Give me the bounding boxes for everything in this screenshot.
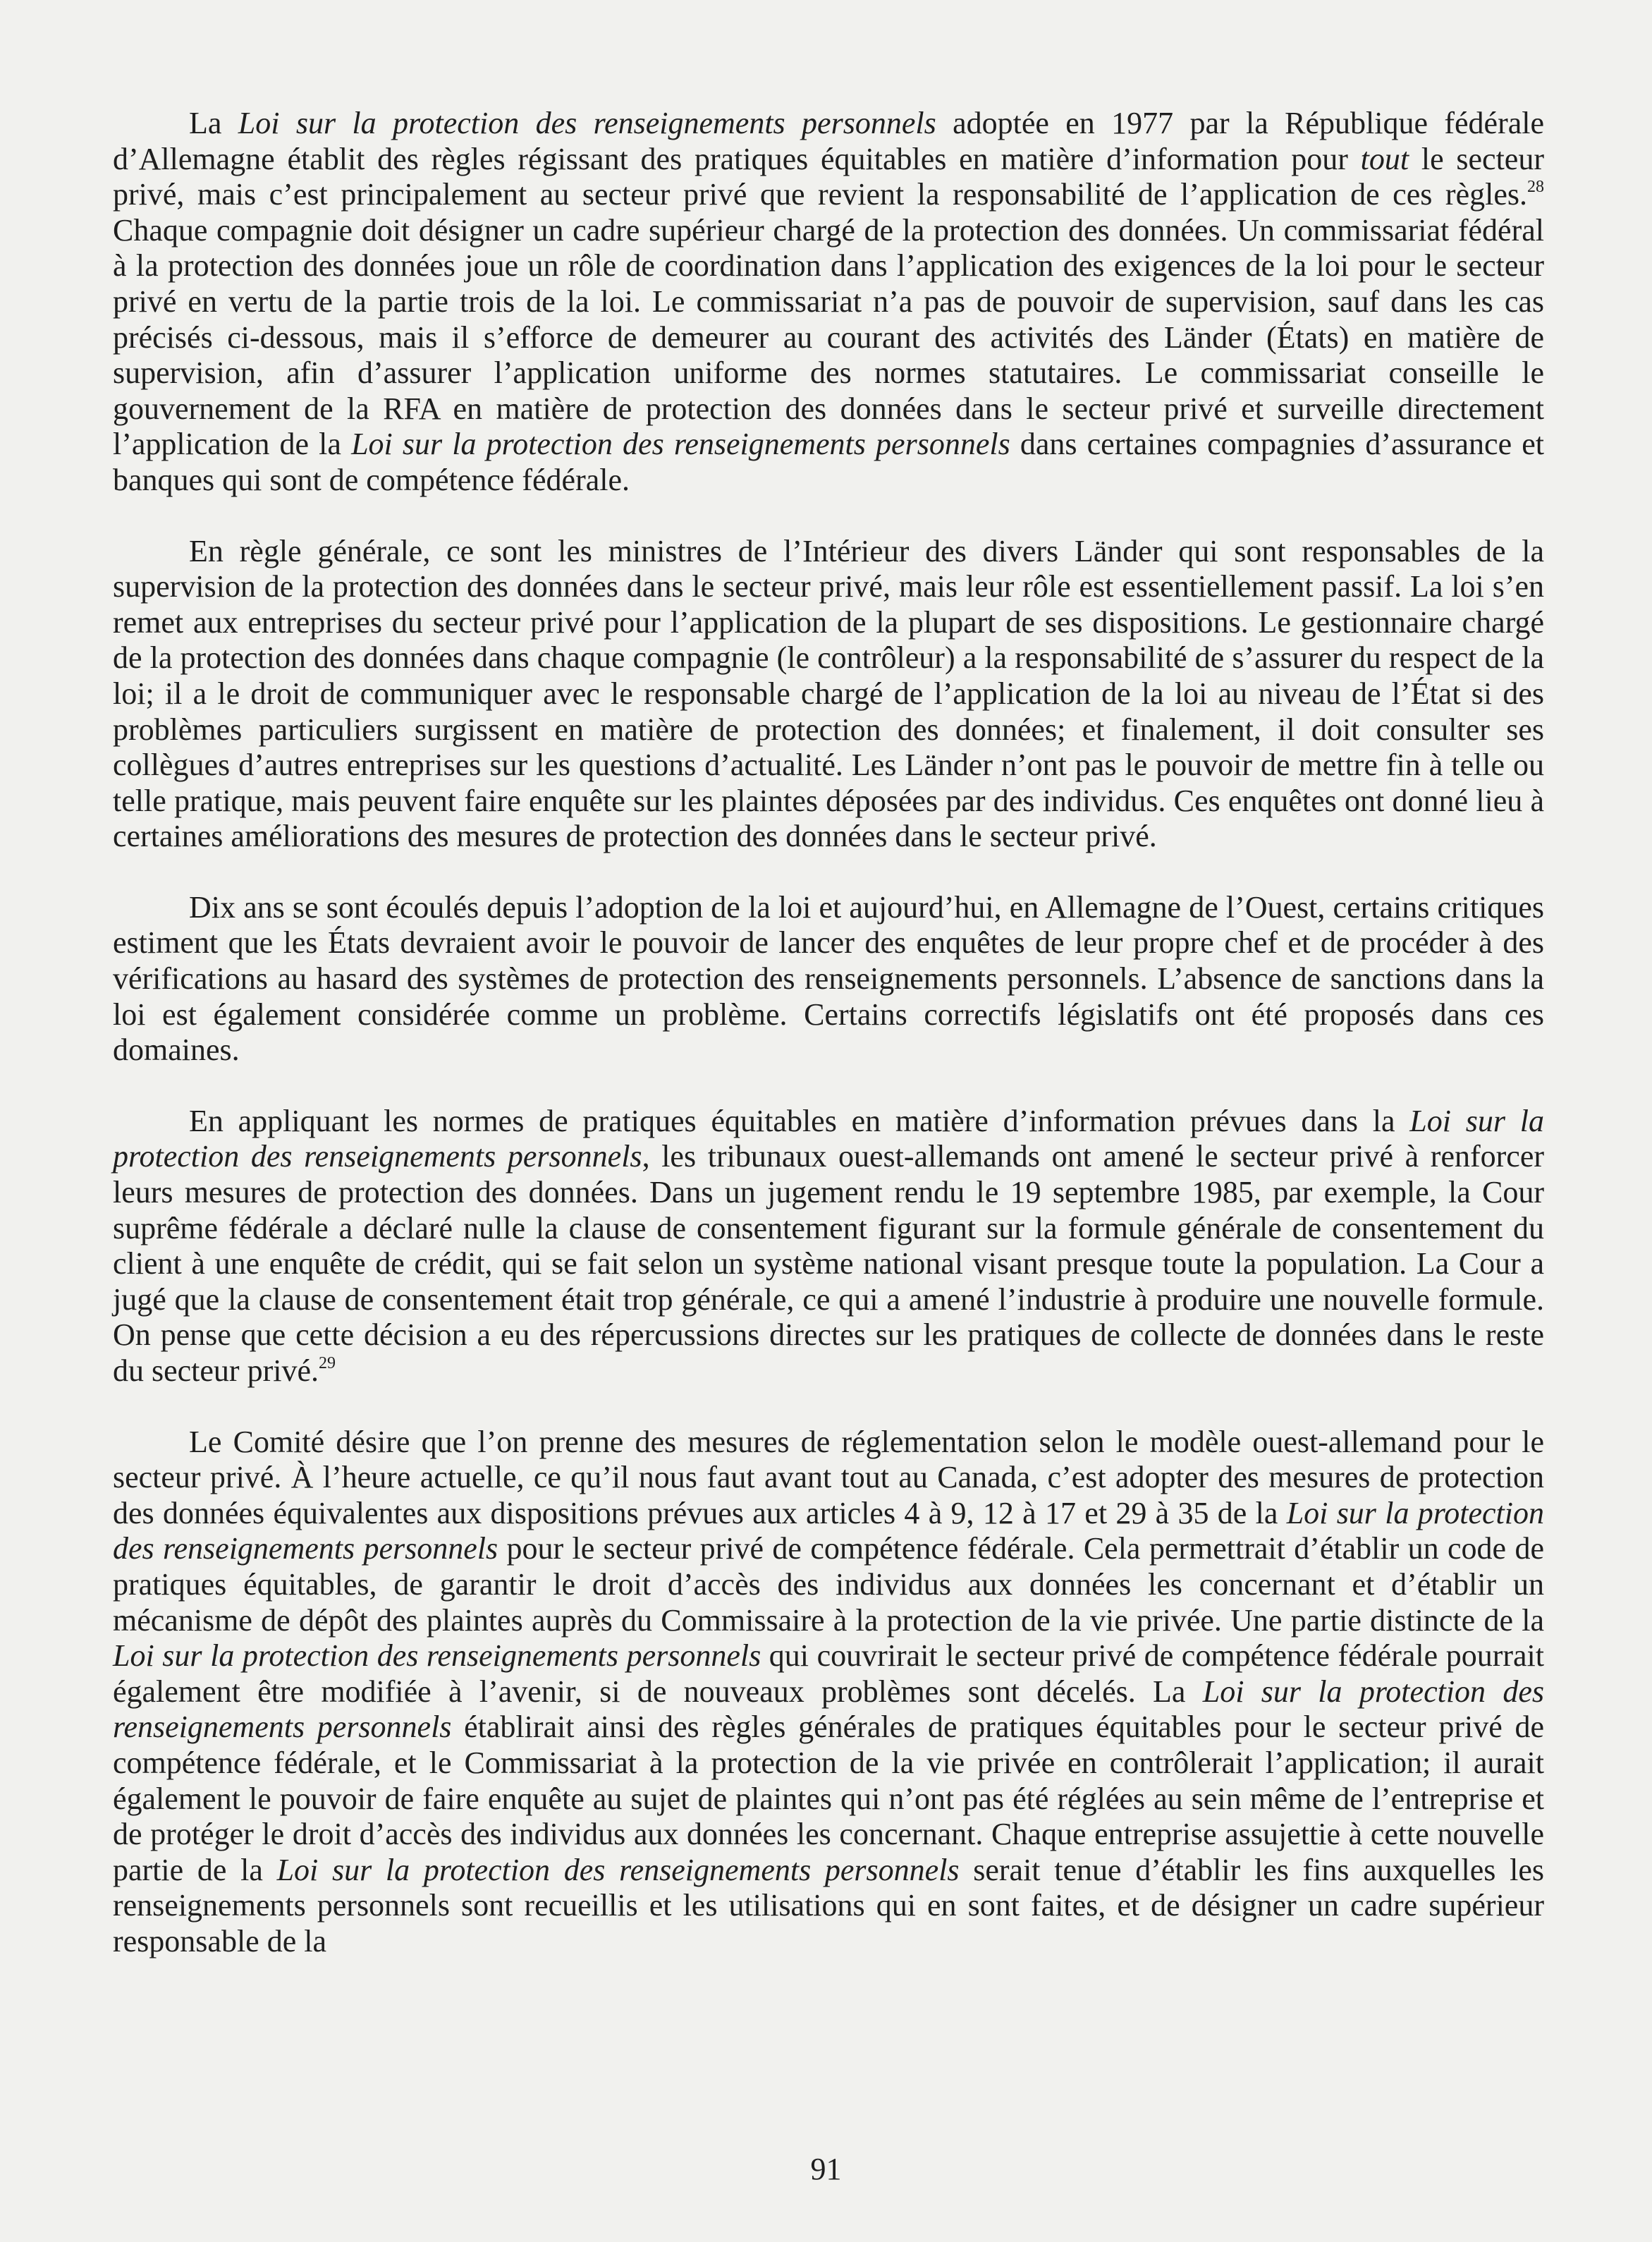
- text-run: pour le secteur privé de compétence fédérale. Cela permettrait d’établir un code de pratiques équitables, de garantir le droit d’accès des individus aux données les concernant et d’établir un mécanisme de dépôt des plaintes auprès du Commissaire à la protection de la vie privée. Une partie distincte de la: [113, 1531, 1544, 1638]
- paragraph-1: [113, 106, 1544, 499]
- text-run: serait tenue d’établir les fins auxquelles les renseignements personnels sont recueillis et les utilisations qui en sont faites, et de désigner un cadre supérieur responsable de la: [113, 1852, 1544, 1958]
- text-run: Chaque compagnie doit désigner un cadre supérieur chargé de la protection des données. Un commissariat fédéral à la protection des données joue un rôle de coordination dans l’application des exigences de la loi pour le secteur privé en vertu de la partie trois de la loi. Le commissariat n’a pas de pouvoir de supervision, sauf dans les cas précisés ci-dessous, mais il s’efforce de demeurer au courant des activités des Länder (États) en matière de supervision, afin d’assurer l’application uniforme des normes statutaires. Le commissariat conseille le gouvernement de la RFA en matière de protection des données dans le secteur privé et surveille directement l’application de la: [113, 212, 1544, 462]
- italic-title: Loi sur la protection des renseignements personnels: [113, 1674, 1544, 1745]
- paragraph-5: [113, 1425, 1544, 1960]
- italic-title: Loi sur la protection des renseignements personnels: [238, 106, 936, 140]
- paragraph-3: [113, 890, 1544, 1068]
- text-run: La: [189, 106, 238, 140]
- page-number: 91: [810, 2152, 842, 2186]
- italic-title: Loi sur la protection des renseignements personnels: [276, 1852, 960, 1887]
- italic-title: Loi sur la protection des renseignements personnels: [113, 1103, 1545, 1174]
- footnote-ref: 28: [1527, 178, 1544, 197]
- italic-title: Loi sur la protection des renseignements personnels: [113, 1638, 761, 1674]
- paragraph-4: [113, 1104, 1544, 1389]
- text-run: adoptée en 1977 par la République fédérale d’Allemagne établit des règles régissant des pratiques équitables en matière d’information pour: [113, 106, 1544, 176]
- text-run: En appliquant les normes de pratiques équitables en matière d’information prévues dans la: [189, 1103, 1410, 1138]
- text-run: dans certaines compagnies d’assurance et banques qui sont de compétence fédérale.: [113, 427, 1544, 497]
- footnote-ref: 29: [319, 1354, 336, 1372]
- text-run: En règle générale, ce sont les ministres de l’Intérieur des divers Länder qui sont responsables de la supervision de la protection des données dans le secteur privé, mais leur rôle est essentiellement passif. La loi s’en remet aux entreprises du secteur privé pour l’application de la plupart de ses dispositions. Le gestionnaire chargé de la protection des données dans chaque compagnie (le contrôleur) a la responsabilité de s’assurer du respect de la loi; il a le droit de communiquer avec le responsable chargé de l’application de la loi au niveau de l’État si des problèmes particuliers surgissent en matière de protection des données; et finalement, il doit consulter ses collègues d’autres entreprises sur les questions d’actualité. Les Länder n’ont pas le pouvoir de mettre fin à telle ou telle pratique, mais peuvent faire enquête sur les plaintes déposées par des individus. Ces enquêtes ont donné lieu à certaines améliorations des mesures de protection des données dans le secteur privé.: [113, 533, 1544, 854]
- paragraph-2: [113, 534, 1544, 855]
- text-run: le secteur privé, mais c’est principalement au secteur privé que revient la responsabilité de l’application de ces règles.: [113, 141, 1544, 212]
- italic-title: Loi sur la protection des renseignements personnels: [351, 427, 1010, 462]
- text-run: Le Comité désire que l’on prenne des mesures de réglementation selon le modèle ouest-allemand pour le secteur privé. À l’heure actuelle, ce qu’il nous faut avant tout au Canada, c’est adopter des mesures de protection des données équivalentes aux dispositions prévues aux articles 4 à 9, 12 à 17 et 29 à 35 de la: [113, 1424, 1544, 1530]
- text-run: Dix ans se sont écoulés depuis l’adoption de la loi et aujourd’hui, en Allemagne de l’Ouest, certains critiques estiment que les États devraient avoir le pouvoir de lancer des enquêtes de leur propre chef et de procéder à des vérifications au hasard des systèmes de protection des renseignements personnels. L’absence de sanctions dans la loi est également considérée comme un problème. Certains correctifs législatifs ont été proposés dans ces domaines.: [113, 889, 1544, 1068]
- body-text: [113, 106, 1544, 1960]
- italic-title: tout: [1360, 141, 1409, 176]
- text-run: qui couvrirait le secteur privé de compétence fédérale pourrait également être modifiée à l’avenir, si de nouveaux problèmes sont décelés. La: [113, 1638, 1544, 1709]
- text-run: établirait ainsi des règles générales de pratiques équitables pour le secteur privé de compétence fédérale, et le Commissariat à la protection de la vie privée en contrôlerait l’application; il aurait également le pouvoir de faire enquête au sujet de plaintes qui n’ont pas été réglées au sein même de l’entreprise et de protéger le droit d’accès des individus aux données les concernant. Chaque entreprise assujettie à cette nouvelle partie de la: [113, 1710, 1544, 1887]
- italic-title: Loi sur la protection des renseignements personnels: [113, 1495, 1544, 1566]
- text-run: , les tribunaux ouest-allemands ont amené le secteur privé à renforcer leurs mesures de protection des données. Dans un jugement rendu le 19 septembre 1985, par exemple, la Cour suprême fédérale a déclaré nulle la clause de consentement figurant sur la formule générale de consentement du client à une enquête de crédit, qui se fait selon un système national visant presque toute la population. La Cour a jugé que la clause de consentement était trop générale, ce qui a amené l’industrie à produire une nouvelle formule. On pense que cette décision a eu des répercussions directes sur les pratiques de collecte de données dans le reste du secteur privé.: [113, 1139, 1544, 1388]
